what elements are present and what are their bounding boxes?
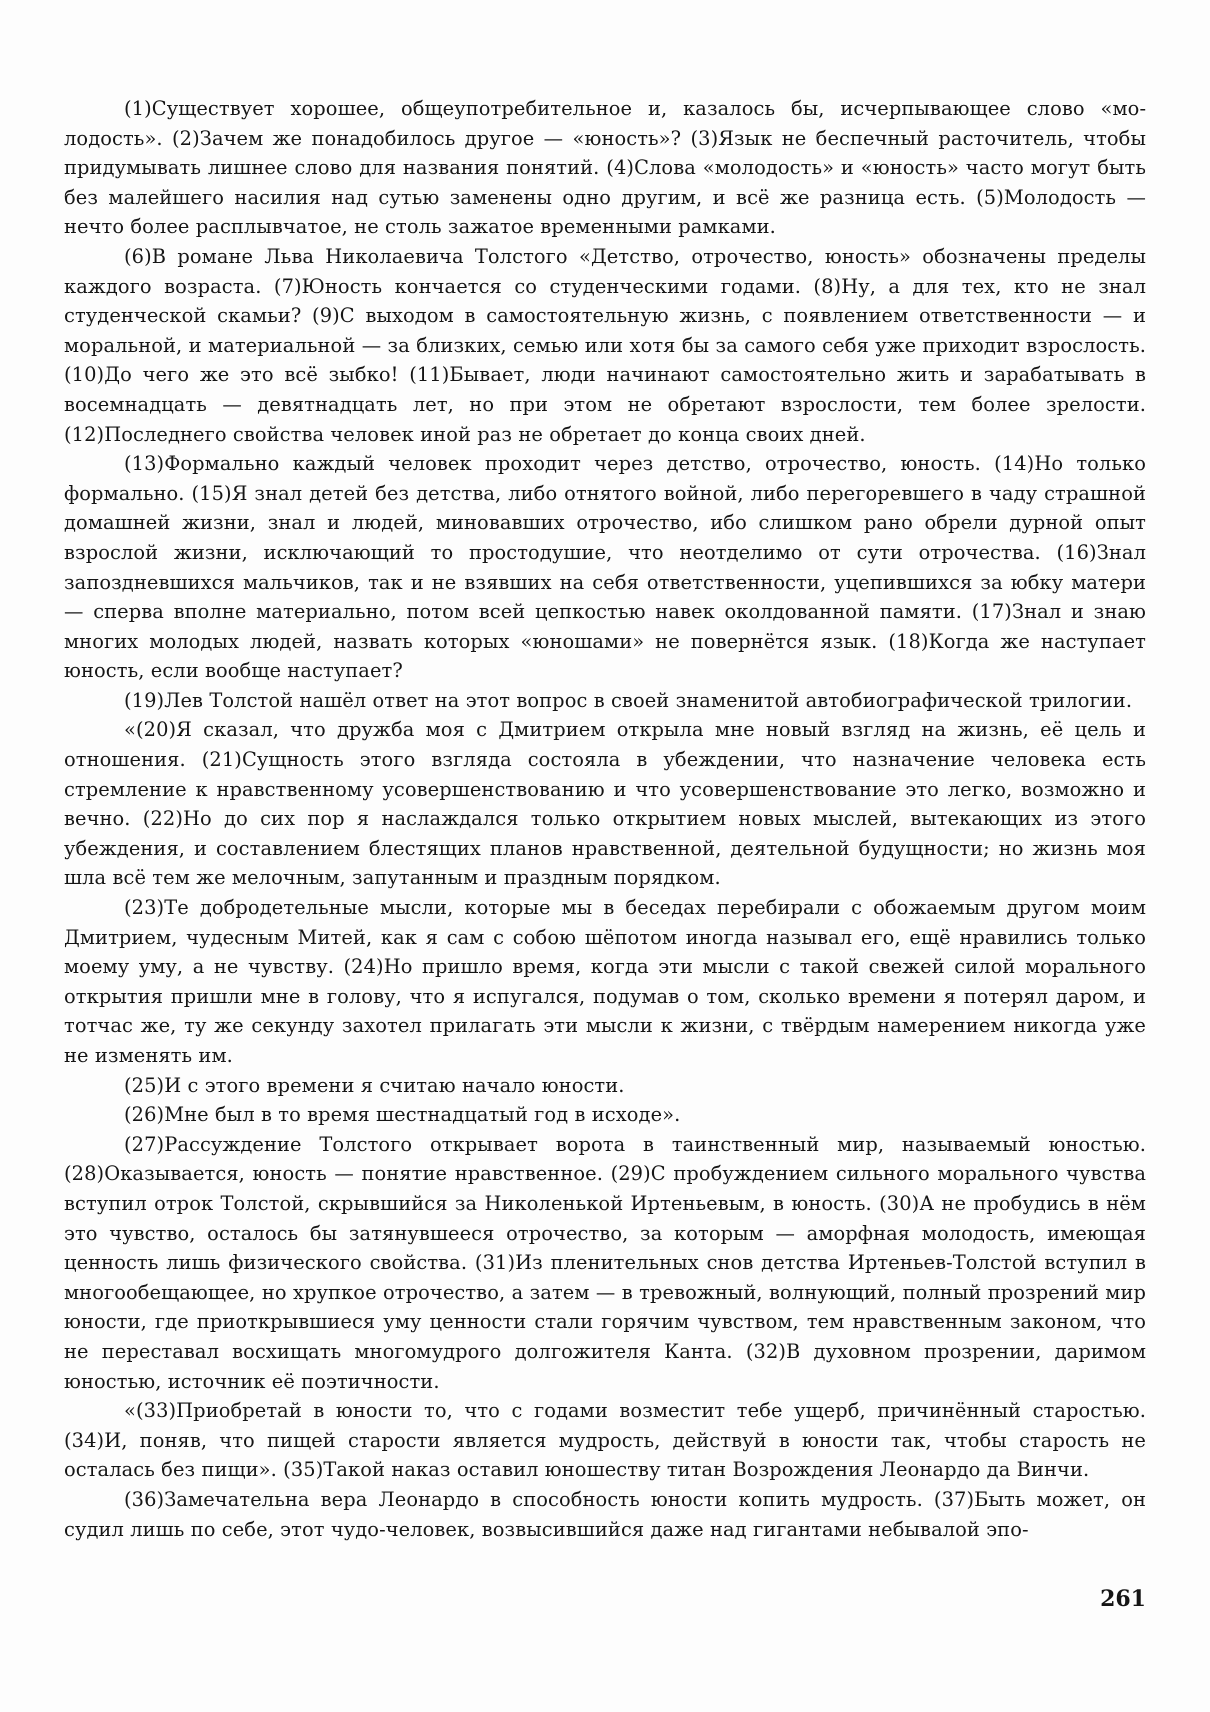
- paragraph-7: (25)И с этого времени я считаю начало юности.: [124, 1073, 625, 1097]
- paragraph-8: (26)Мне был в то время шестнадцатый год в исходе».: [124, 1103, 681, 1127]
- paragraph-1: (1)Существует хорошее, общеупотребительное и, казалось бы, исчерпывающее слово «молодость». (2)Зачем же понадобилось другое — «юность»? (3)Язык не беспечный расточитель, чтобы придумывать лишнее слово для названия понятий. (4)Слова «молодость» и «юность» часто могут быть без малейшего насилия над сутью заменены одно другим, и всё же разница есть. (5)Молодость — нечто более расплывчатое, не столь зажатое временными рамками.: [64, 97, 1146, 239]
- paragraph-5: «(20)Я сказал, что дружба моя с Дмитрием открыла мне новый взгляд на жизнь, её цель и отношения. (21)Сущность этого взгляда состояла в убеждении, что назначение человека есть стремление к нравственному усовершенствованию и что усовершенствование это легко, возможно и вечно. (22)Но до сих пор я наслаждался только открытием новых мыслей, вытекающих из этого убеждения, и составлением блестящих планов нравственной, деятельной будущности; но жизнь моя шла всё тем же мелочным, запутанным и праздным порядком.: [64, 718, 1146, 890]
- paragraph-10: «(33)Приобретай в юности то, что с годами возместит тебе ущерб, причинённый старостью. (34)И, поняв, что пищей старости является мудрость, действуй в юности так, чтобы старость не осталась без пищи». (35)Такой наказ оставил юношеству титан Возрождения Леонардо да Винчи.: [64, 1399, 1146, 1482]
- paragraph-9: (27)Рассуждение Толстого открывает ворота в таинственный мир, называемый юностью. (28)Оказывается, юность — понятие нравственное. (29)С пробуждением сильного морального чувства вступил отрок Толстой, скрывшийся за Николенькой Иртеньевым, в юность. (30)А не пробудись в нём это чувство, осталось бы затянувшееся отрочество, за которым — аморфная молодость, имеющая ценность лишь физического свойства. (31)Из пленительных снов детства Иртеньев-Толстой вступил в многообещающее, но хрупкое отрочество, а затем — в тревожный, волнующий, полный прозрений мир юности, где приоткрывшиеся уму ценности стали горячим чувством, тем нравственным законом, что не переставал восхищать многомудрого долгожителя Канта. (32)В духовном прозрении, даримом юностью, источник её поэтичности.: [64, 1132, 1146, 1393]
- paragraph-4: (19)Лев Толстой нашёл ответ на этот вопрос в своей знаменитой автобиографической трилогии.: [124, 688, 1133, 712]
- page-text: [64, 94, 1146, 1544]
- paragraph-11: (36)Замечательна вера Леонардо в способность юности копить мудрость. (37)Быть может, он судил лишь по себе, этот чудо-человек, возвысившийся даже над гигантами небывалой эпо-: [64, 1487, 1146, 1541]
- paragraph-2: (6)В романе Льва Николаевича Толстого «Детство, отрочество, юность» обозначены пределы каждого возраста. (7)Юность кончается со студенческими годами. (8)Ну, а для тех, кто не знал студенческой скамьи? (9)С выходом в самостоятельную жизнь, с появлением ответственности — и моральной, и материальной — за близких, семью или хотя бы за самого себя уже приходит взрослость. (10)До чего же это всё зыбко! (11)Бывает, люди начинают самостоятельно жить и зарабатывать в восемнадцать — девятнадцать лет, но при этом не обретают взрослости, тем более зрелости. (12)Последнего свойства человек иной раз не обретает до конца своих дней.: [64, 244, 1146, 446]
- paragraph-3: (13)Формально каждый человек проходит через детство, отрочество, юность. (14)Но только формально. (15)Я знал детей без детства, либо отнятого войной, либо перегоревшего в чаду страшной домашней жизни, знал и людей, миновавших отрочество, ибо слишком рано обрели дурной опыт взрослой жизни, исключающий то простодушие, что неотделимо от сути отрочества. (16)Знал запоздневшихся мальчиков, так и не взявших на себя ответственности, уцепившихся за юбку матери — сперва вполне материально, потом всей цепкостью навек околдованной памяти. (17)Знал и знаю многих молодых людей, назвать которых «юношами» не повернётся язык. (18)Когда же наступает юность, если вообще наступает?: [64, 452, 1146, 683]
- page-number: 261: [1100, 1586, 1146, 1612]
- paragraph-6: (23)Те добродетельные мысли, которые мы в беседах перебирали с обожаемым другом моим Дмитрием, чудесным Митей, как я сам с собою шёпотом иногда называл его, ещё нравились только моему уму, а не чувству. (24)Но пришло время, когда эти мысли с такой свежей силой морального открытия пришли мне в голову, что я испугался, подумав о том, сколько времени я потерял даром, и тотчас же, ту же секунду захотел прилагать эти мысли к жизни, с твёрдым намерением никогда уже не изменять им.: [64, 896, 1146, 1067]
